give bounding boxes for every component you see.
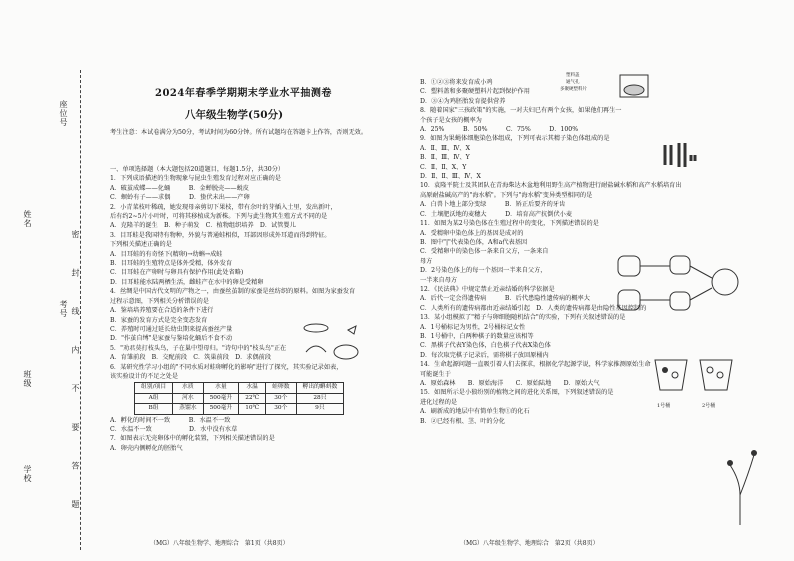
egg-incubator-figure <box>590 70 665 110</box>
question-line: 6．某研究性学习小组的"不同水质对蛙卵孵化的影响"进行了探究，其实验记录如表， <box>110 363 343 371</box>
seal-warning: 密 封 线 内 不 要 答 题 <box>71 230 80 522</box>
question-line: A．破茧成蝶——化蛹 B．金蝉脱壳——蜕皮 <box>110 184 249 192</box>
question-line: 10．袁隆平院士及其团队在青海柴达木盆地利用野生高产植物进行耐盐碱水稻和高产水稻培育出 <box>420 182 682 190</box>
evolution-tree-figure <box>720 435 760 530</box>
table-header-cell: 水量 <box>203 383 239 393</box>
question-line: C．水温不一致 D．水中没有水草 <box>110 425 238 433</box>
notice-text: 考生注意：本试卷满分为50分，考试时间为60分钟。所有试题均在答题卡上作答，否则无效。 <box>110 129 368 136</box>
question-line: B．Ⅱ、Ⅲ、Ⅳ、Y <box>420 154 470 162</box>
question-line: C．目耳蛙在产卵时与卵具有保护作用(此处省略) <box>110 269 244 277</box>
question-line: 3．目耳蛙是我国特有物种，外貌与普通蛙相似，耳部因形成外耳道而得到特征。 <box>110 231 331 239</box>
question-line: 个孩子是女孩的概率为 <box>420 116 482 124</box>
table-row <box>135 404 344 414</box>
name-label: 姓名 <box>23 210 32 228</box>
question-line: 9．如图为果蝇体细胞染色体组成，下列可表示其精子染色体组成的是 <box>420 135 610 143</box>
table-cell: B组 <box>135 404 173 414</box>
question-line: A．克隆羊的诞生 B．种子萌发 C．植物组织培养 D．试管婴儿 <box>110 222 296 230</box>
table-header-cell: 组别/项目 <box>135 383 173 393</box>
table-header-cell: 孵出的蝌蚪数 <box>296 383 344 393</box>
school-label: 学校 <box>23 465 32 483</box>
egg-label-3: 多聚硬塑料片 <box>560 87 587 92</box>
question-line: 后有约2~5片小叶时，可将其移植成为新株。下列与此生物其生殖方式不同的是 <box>110 213 328 221</box>
question-line: D．③④为鸡胚胎发育提供营养 <box>420 97 506 105</box>
table-cell: 30个 <box>266 393 296 403</box>
question-line: 15．如图所示是小狼纷别的植物之间的进化关系图，下列叙述错误的是 <box>420 389 614 397</box>
question-line: A．鉴培培养殖要在合适的条件下进行 <box>110 307 214 315</box>
question-line: B．②已经有根、茎、叶的分化 <box>420 417 505 425</box>
table-cell: 500毫升 <box>203 404 239 414</box>
footer-left: （MG）八年级生物学、地理综合 第1页（共8页） <box>150 540 289 547</box>
question-line: B．目耳蛙的生殖特点是体外受精，体外发育 <box>110 260 233 268</box>
question-line: 可能诞生于 <box>420 370 451 378</box>
question-line: A．Ⅱ、Ⅲ、Ⅳ、X <box>420 144 470 152</box>
table-cell: 28只 <box>296 393 344 403</box>
question-line: A．白兽卜地上部分变绿 B．矫正后要齐的牙齿 <box>420 201 566 209</box>
bucket-label-1: 1号桶 <box>657 403 671 409</box>
question-line: C．黑棋子代表Y染色体，白色棋子代表X染色体 <box>420 342 551 350</box>
question-line: A．1号桶标记为男性，2号桶标记女性 <box>420 323 526 331</box>
question-line: D．目耳蛙能水陆两栖生活，雌蛙产在水中的卵是受精卵 <box>110 278 264 286</box>
bucket-label-2: 2号桶 <box>702 403 716 409</box>
question-line: B．图中"|"代表染色体，A和a代表基因 <box>420 238 528 246</box>
question-line: 8．随着国家"三孩政策"的实施，一对夫妇已有两个女孩，如果他们再生一 <box>420 107 622 115</box>
question-line: 1．下列成语描述的生物现象与昆虫生殖发育过程对应正确的是 <box>110 175 281 183</box>
question-line: 母方 <box>420 257 433 265</box>
question-line: 4．丝绸是中国古代文明的产物之一，由蚕丝茧制的家蚕是丝纺织的原料。如图为家蚕发育 <box>110 288 356 296</box>
question-line: B．①②③将来发育成小鸡 <box>420 79 493 86</box>
question-line: A．后代一定会得遗传病 B．后代患隐性遗传病的概率大 <box>420 295 590 303</box>
question-line: A．孵化的时间不一致 B．水温不一致 <box>110 416 231 424</box>
table-cell: 河水 <box>173 393 203 403</box>
question-line: D．"作茧自缚"是家蚕与鉴培化蛹后不食不动 <box>110 335 233 343</box>
question-line: 14．生命起源问题一直吸引着人们去探求，根据化学起源学说，科学家推测原始生命 <box>420 361 651 369</box>
class-label: 班级 <box>23 370 32 388</box>
table-cell: 30个 <box>266 404 296 414</box>
question-line: 11．如图为某2号染色体在生殖过程中的变化，下列描述错误的是 <box>420 220 599 228</box>
exam-no-label: 考号 <box>59 300 68 318</box>
question-line: A．目耳蛙的有奇怪下(精卵)→幼蝌→成蛙 <box>110 250 223 258</box>
left-column <box>110 165 410 453</box>
seat-label: 座位号 <box>59 100 68 127</box>
table-cell: A组 <box>135 393 173 403</box>
table-row <box>135 393 344 403</box>
question-line: 2．小青菜枝叶稀疏，她发现母亲剪切下果枝，带有余叶的芽插入土里，发出新叶， <box>110 203 337 211</box>
table-cell: 10℃ <box>239 404 266 414</box>
question-line: 7．如图表示无壳卵体中的孵化装置，下列相关描述错误的是 <box>110 435 275 443</box>
chromosome-cross-figure <box>610 250 745 320</box>
question-line: B．1号桶中，白两种棋子的数量应该相等 <box>420 332 534 340</box>
question-line: D．Ⅱ、Ⅱ、Ⅲ、Ⅳ、X <box>420 173 481 181</box>
question-line: C．养殖时可通过延长幼虫期来提高蚕丝产量 <box>110 325 233 333</box>
question-line: 高原耐盐碱高产的"海水稻"。下列与"海水稻"变异类型相同的是 <box>420 191 593 199</box>
question-line: C．人类所有的遗传病都由近亲结婚引起 D．人类的遗传病都是由隐性基因控制的 <box>420 304 647 312</box>
question-line: C．受精卵中的染色体一条来自父方，一条来自 <box>420 248 549 256</box>
question-line: C．塑料盖和多聚硬塑料片起到保护作用 <box>420 88 530 96</box>
egg-label-1: 塑料盖 <box>566 73 580 78</box>
question-line: A．刷新成的地层中有简单生物①的化石 <box>420 408 530 416</box>
question-line: 一半来自母方 <box>420 276 458 284</box>
table-header-cell: 蛙卵数 <box>266 383 296 393</box>
table-cell: 蒸馏水 <box>173 404 203 414</box>
footer-right: （MG）八年级生物学、地理综合 第2页（共8页） <box>460 540 599 547</box>
egg-label-2: 通气孔 <box>566 80 580 85</box>
question-line: 12．《民法典》中规定禁止近亲结婚的科学依据是 <box>420 285 555 293</box>
question-line: D．2号染色体上的每一个基因一半来自父方， <box>420 267 547 275</box>
table-header-cell: 水质 <box>173 383 203 393</box>
table-cell: 22℃ <box>239 393 266 403</box>
question-line: 5．"劝君莫打枝头鸟，子在巢中望母归。"诗句中的"枝头鸟"正在 <box>110 344 287 352</box>
experiment-table <box>134 382 344 414</box>
question-line: 13．某小组模拟了"精子与卵细胞随机结合"的实验，下列有关叙述错误的是 <box>420 314 626 322</box>
question-line: D．每次取完棋子记录后，需将棋子放回原桶内 <box>420 351 549 359</box>
exam-title: 2024年春季学期期末学业水平抽测卷 <box>155 88 332 99</box>
question-line: 过程示意图，下列相关分析错误的是 <box>110 297 209 305</box>
exam-subtitle: 八年级生物学(50分) <box>185 109 284 121</box>
fruitfly-chromosome-figure <box>655 135 705 180</box>
question-line: A．受精卵中染色体上的基因是成对的 <box>420 229 524 237</box>
question-line: 该实验设计的不足之处是 <box>110 372 179 380</box>
question-line: A．育雏前段 B．交配前段 C．筑巢前段 D．求偶前段 <box>110 354 272 362</box>
question-line: C．Ⅱ、Ⅱ、X、Y <box>420 163 467 171</box>
bucket-figure <box>650 355 740 400</box>
table-header-cell: 水温 <box>239 383 266 393</box>
question-line: 下列相关描述正确的是 <box>110 241 172 249</box>
silkworm-figure <box>296 320 366 365</box>
question-line: C．螟蛉有子——求偶 D．蛰伏未出——产卵 <box>110 194 250 202</box>
question-line: B．家蚕的发育方式是完全变态发育 <box>110 316 208 324</box>
table-cell: 9只 <box>296 404 344 414</box>
question-line: 一、单项选择题（本大题包括20道题目，每题1.5分，共30分） <box>110 166 285 173</box>
question-line: A．25% B．50% C．75% D．100% <box>420 126 579 134</box>
question-line: C．土壤肥沃地的麦穗大 D．培育高产抗倒伏小麦 <box>420 210 573 218</box>
table-cell: 500毫升 <box>203 393 239 403</box>
question-line: A．原始森林 B．原始海洋 C．原始陆地 D．原始大气 <box>420 380 600 387</box>
question-line: A．卵壳内侧孵化的胚胎气 <box>110 444 183 452</box>
question-line: 进化过程的是 <box>420 398 458 406</box>
